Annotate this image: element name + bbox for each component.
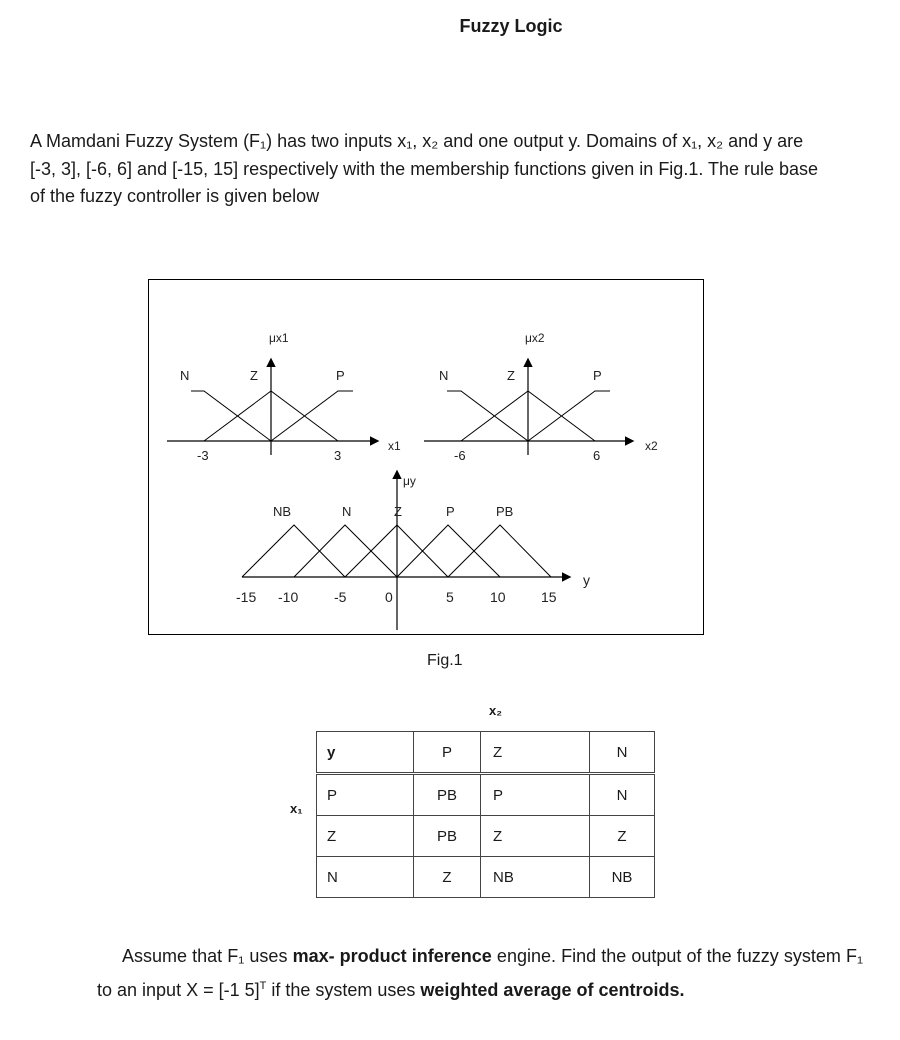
rule-table-row (317, 857, 655, 898)
rule-table-cell: PB (414, 774, 481, 816)
rule-table-x2-header: x₂ (489, 703, 503, 718)
rule-table-row-header: N (317, 857, 414, 898)
rule-table-row-header: Z (317, 816, 414, 857)
rule-table-cell: Z (481, 816, 590, 857)
y-set-N-label: N (342, 504, 352, 519)
rule-table-cell: Z (414, 857, 481, 898)
rule-table-cell: NB (481, 857, 590, 898)
rule-table-cell: PB (414, 816, 481, 857)
mu-y-label: μy (403, 474, 416, 488)
intro-line-3: of the fuzzy controller is given below (30, 186, 320, 206)
rule-table-cell: Z (590, 816, 655, 857)
x2-axis-label: x2 (645, 439, 658, 453)
y-tick-minus5: -5 (334, 589, 347, 605)
y-set-Z-label: Z (394, 504, 402, 519)
rule-table-x1-header: x₁ (290, 801, 303, 816)
y-tick-0: 0 (385, 589, 393, 605)
question-text-3: if the system uses (266, 980, 421, 1000)
y-set-P-line (397, 525, 500, 577)
y-set-NB-line (242, 525, 345, 577)
rule-table-cell: N (590, 774, 655, 816)
rule-table-corner: y (317, 732, 414, 774)
x1-axis-label: x1 (388, 439, 401, 453)
y-tick-15: 15 (541, 589, 557, 605)
x2-set-P-line (528, 391, 610, 441)
membership-function-svg (149, 280, 703, 634)
transpose-superscript: T (259, 980, 267, 992)
y-set-PB-label: PB (496, 504, 514, 519)
x1-tick-minus3: -3 (197, 448, 209, 463)
x1-set-Z-label: Z (250, 368, 258, 383)
x2-tick-minus6: -6 (454, 448, 466, 463)
membership-function-figure (148, 279, 704, 635)
rule-table-row-header: P (317, 774, 414, 816)
figure-caption: Fig.1 (427, 652, 463, 669)
mu-x2-label: μx2 (525, 331, 545, 345)
rule-table-row (317, 774, 655, 816)
rule-table-col-header: P (414, 732, 481, 774)
y-set-P-label: P (446, 504, 455, 519)
intro-line-2: [-3, 3], [-6, 6] and [-15, 15] respectively with the membership functions given in Fig.1. The rule base (30, 158, 819, 179)
y-tick-10: 10 (490, 589, 506, 605)
x1-membership-plot (167, 331, 401, 463)
x1-tick-3: 3 (334, 448, 342, 463)
y-tick-5: 5 (446, 589, 454, 605)
y-tick-minus15: -15 (236, 589, 257, 605)
x1-set-N-line (191, 391, 271, 441)
x2-set-N-label: N (439, 368, 449, 383)
rule-table-cell: NB (590, 857, 655, 898)
question-bold-inference: max- product inference (292, 946, 492, 966)
x2-set-Z-label: Z (507, 368, 515, 383)
question-text-2: engine. Find the output of the fuzzy system F₁ to an input X = [-1 5] (97, 946, 864, 1000)
y-tick-minus10: -10 (278, 589, 299, 605)
x1-set-P-label: P (336, 368, 345, 383)
y-set-NB-label: NB (273, 504, 292, 519)
rule-table-cell: P (481, 774, 590, 816)
x1-set-N-label: N (180, 368, 190, 383)
question-bold-defuzz: weighted average of centroids. (420, 980, 685, 1000)
intro-line-1: A Mamdani Fuzzy System (F₁) has two inputs x₁, x₂ and one output y. Domains of x₁, x₂ and y are (30, 131, 804, 151)
x2-membership-plot (424, 331, 658, 463)
question-paragraph (97, 941, 863, 1005)
x1-set-P-line (271, 391, 353, 441)
rule-base-table (316, 731, 655, 898)
y-set-N-line (294, 525, 397, 577)
rule-table-col-header: N (590, 732, 655, 774)
rule-table-col-header: Z (481, 732, 590, 774)
rule-table-row (317, 816, 655, 857)
y-membership-plot (236, 472, 590, 630)
question-text-1: Assume that F₁ uses (122, 946, 293, 966)
x2-set-P-label: P (593, 368, 602, 383)
page-title: Fuzzy Logic (459, 16, 563, 36)
x2-tick-6: 6 (593, 448, 601, 463)
mu-x1-label: μx1 (269, 331, 289, 345)
y-axis-label: y (583, 572, 590, 588)
x2-set-N-line (447, 391, 528, 441)
y-set-PB-line (448, 525, 551, 577)
rule-table-header-row (317, 732, 655, 774)
problem-intro (30, 128, 870, 211)
